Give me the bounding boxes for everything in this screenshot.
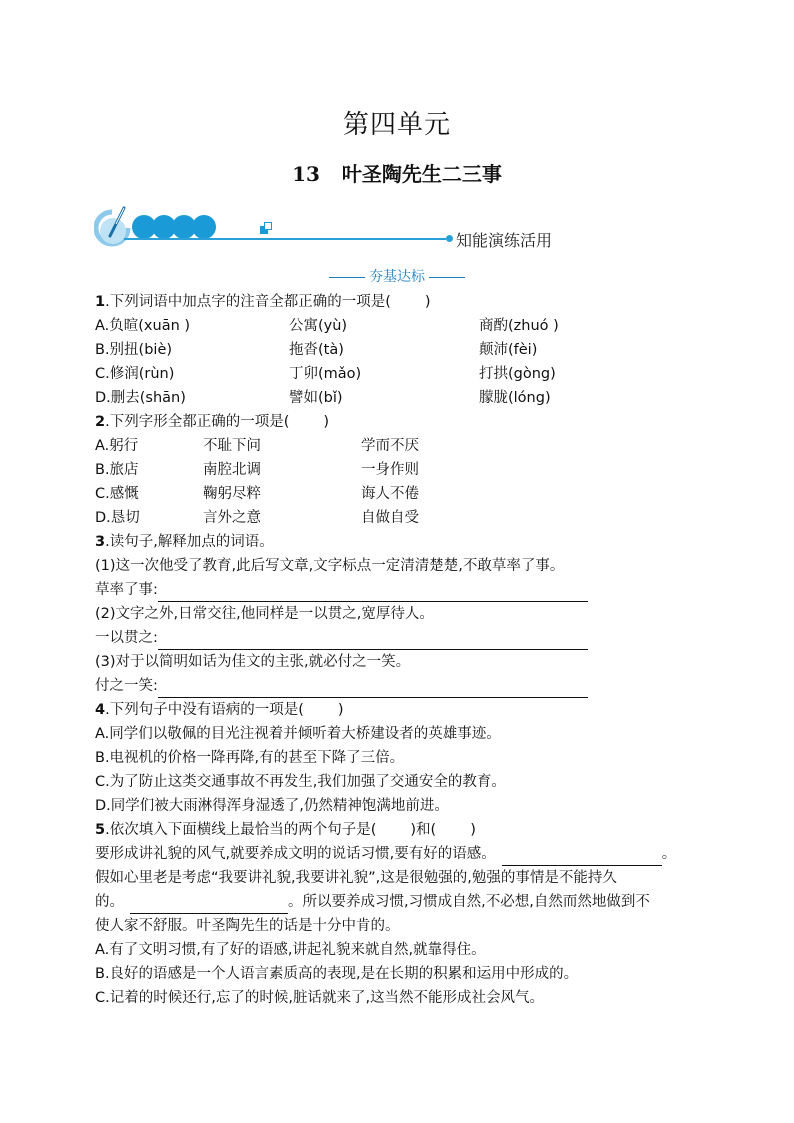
question-text: )和(: [410, 822, 437, 838]
term-label: 一以贯之:: [95, 630, 158, 646]
option-d-item: 朦胧(lóng): [479, 390, 551, 406]
option-c-item: 丁卯(mǎo): [289, 366, 362, 382]
option-b: B.良好的语感是一个人语言素质高的表现,是在长期的积累和运用中形成的。: [95, 966, 579, 982]
question-4-stem: [95, 698, 715, 722]
option-row: [95, 458, 715, 482]
answer-row: [95, 674, 715, 698]
question-5-stem: [95, 818, 715, 842]
question-1-stem: [95, 290, 715, 314]
question-close: ): [337, 702, 344, 718]
lesson-title: [0, 158, 794, 187]
option-c: C.修润(rùn): [95, 366, 175, 382]
passage-text: 。所以要养成习惯,习惯成自然,不必想,自然而然地做到不: [288, 894, 650, 910]
passage-text: 。: [661, 846, 677, 862]
option-a: A.有了文明习惯,有了好的语感,讲起礼貌来就自然,就靠得住。: [95, 942, 486, 958]
term-label: 草率了事:: [95, 582, 158, 598]
question-text: .下列字形全都正确的一项是(: [105, 414, 290, 430]
lesson-number: 13: [292, 162, 320, 186]
answer-line[interactable]: [502, 849, 662, 866]
option-a-item: 公寓(yù): [289, 318, 348, 334]
option-d: D.恳切: [95, 510, 140, 526]
section-dash-left: [329, 277, 365, 278]
question-number: 2: [95, 414, 106, 430]
option-d-item: 自做自受: [361, 510, 419, 526]
option-row: [95, 386, 715, 410]
quill-icon: [94, 206, 134, 250]
banner-divider: [124, 238, 446, 240]
option-b-item: 南腔北调: [203, 462, 261, 478]
question-text: .依次填入下面横线上最恰当的两个句子是(: [105, 822, 377, 838]
square-outline-icon: [264, 222, 272, 230]
question-close: ): [424, 294, 431, 310]
answer-line[interactable]: [158, 585, 588, 602]
option-c-item: 鞠躬尽粹: [203, 486, 261, 502]
question-3-stem: [95, 530, 715, 554]
section-title: [0, 266, 794, 286]
unit-title: 第四单元: [342, 110, 451, 140]
option-b: B.别扭(biè): [95, 342, 173, 358]
option-row: [95, 362, 715, 386]
answer-row: [95, 578, 715, 602]
option-d: D.删去(shān): [95, 390, 186, 406]
question-2-stem: [95, 410, 715, 434]
option-row: [95, 338, 715, 362]
passage-line: 使人家不舒服。叶圣陶先生的话是十分中肯的。: [95, 918, 400, 934]
answer-row: [95, 626, 715, 650]
passage-line: [95, 842, 715, 866]
option-d-item: 言外之意: [203, 510, 261, 526]
question-close: ): [470, 822, 476, 838]
option-row: [95, 434, 715, 458]
question-close: ): [323, 414, 330, 430]
option-c-item: 诲人不倦: [361, 486, 419, 502]
question-number: 5: [95, 822, 106, 838]
section-title-text: 夯基达标: [369, 269, 425, 285]
bullet-icon: [446, 235, 453, 242]
dot-icon: [192, 215, 216, 239]
option-a: A.负暄(xuān ): [95, 318, 191, 334]
option-b-item: 颠沛(fèi): [479, 342, 538, 358]
option-a: A.同学们以敬佩的目光注视着并倾听着大桥建设者的英雄事迹。: [95, 726, 501, 742]
passage-text: 的。: [95, 894, 124, 910]
option-c: C.为了防止这类交通事故不再发生,我们加强了交通安全的教育。: [95, 774, 506, 790]
option-a-item: 商酌(zhuó ): [479, 318, 559, 334]
banner-label: 知能演练活用: [456, 231, 553, 250]
option-a-item: 学而不厌: [361, 438, 419, 454]
exercise-content: [95, 290, 715, 1010]
option-row: [95, 506, 715, 530]
section-banner: [94, 206, 553, 250]
section-dash-right: [429, 277, 465, 278]
option-b-item: 一身作则: [361, 462, 419, 478]
sentence-1: (1)这一次他受了教育,此后写文章,文字标点一定清清楚楚,不敢草率了事。: [95, 558, 565, 574]
passage-text: 要形成讲礼貌的风气,就要养成文明的说话习惯,要有好的语感。: [95, 846, 496, 862]
question-number: 1: [95, 294, 106, 310]
term-label: 付之一笑:: [95, 678, 158, 694]
question-number: 4: [95, 702, 106, 718]
answer-line[interactable]: [130, 897, 288, 914]
passage-line: [95, 890, 715, 914]
passage-line: 假如心里老是考虑“我要讲礼貌,我要讲礼貌”,这是很勉强的,勉强的事情是不能持久: [95, 870, 617, 886]
option-c-item: 打拱(gòng): [479, 366, 556, 382]
lesson-name: 叶圣陶先生二三事: [341, 162, 502, 186]
question-number: 3: [95, 534, 106, 550]
answer-line[interactable]: [158, 681, 588, 698]
sentence-3: (3)对于以简明如话为佳文的主张,就必付之一笑。: [95, 654, 411, 670]
option-a: A.躬行: [95, 438, 139, 454]
option-b: B.旅店: [95, 462, 139, 478]
option-b-item: 拖沓(tà): [289, 342, 344, 358]
option-d-item: 譬如(bǐ): [289, 390, 343, 406]
question-text: .读句子,解释加点的词语。: [105, 534, 274, 550]
option-row: [95, 482, 715, 506]
option-c: C.记着的时候还行,忘了的时候,脏话就来了,这当然不能形成社会风气。: [95, 990, 545, 1006]
answer-line[interactable]: [158, 633, 588, 650]
question-text: .下列词语中加点字的注音全都正确的一项是(: [105, 294, 391, 310]
option-row: [95, 314, 715, 338]
option-b: B.电视机的价格一降再降,有的甚至下降了三倍。: [95, 750, 405, 766]
option-d: D.同学们被大雨淋得浑身湿透了,仍然精神饱满地前进。: [95, 798, 449, 814]
option-a-item: 不耻下问: [203, 438, 261, 454]
sentence-2: (2)文字之外,日常交往,他同样是一以贯之,宽厚待人。: [95, 606, 434, 622]
question-text: .下列句子中没有语病的一项是(: [105, 702, 304, 718]
option-c: C.感慨: [95, 486, 139, 502]
